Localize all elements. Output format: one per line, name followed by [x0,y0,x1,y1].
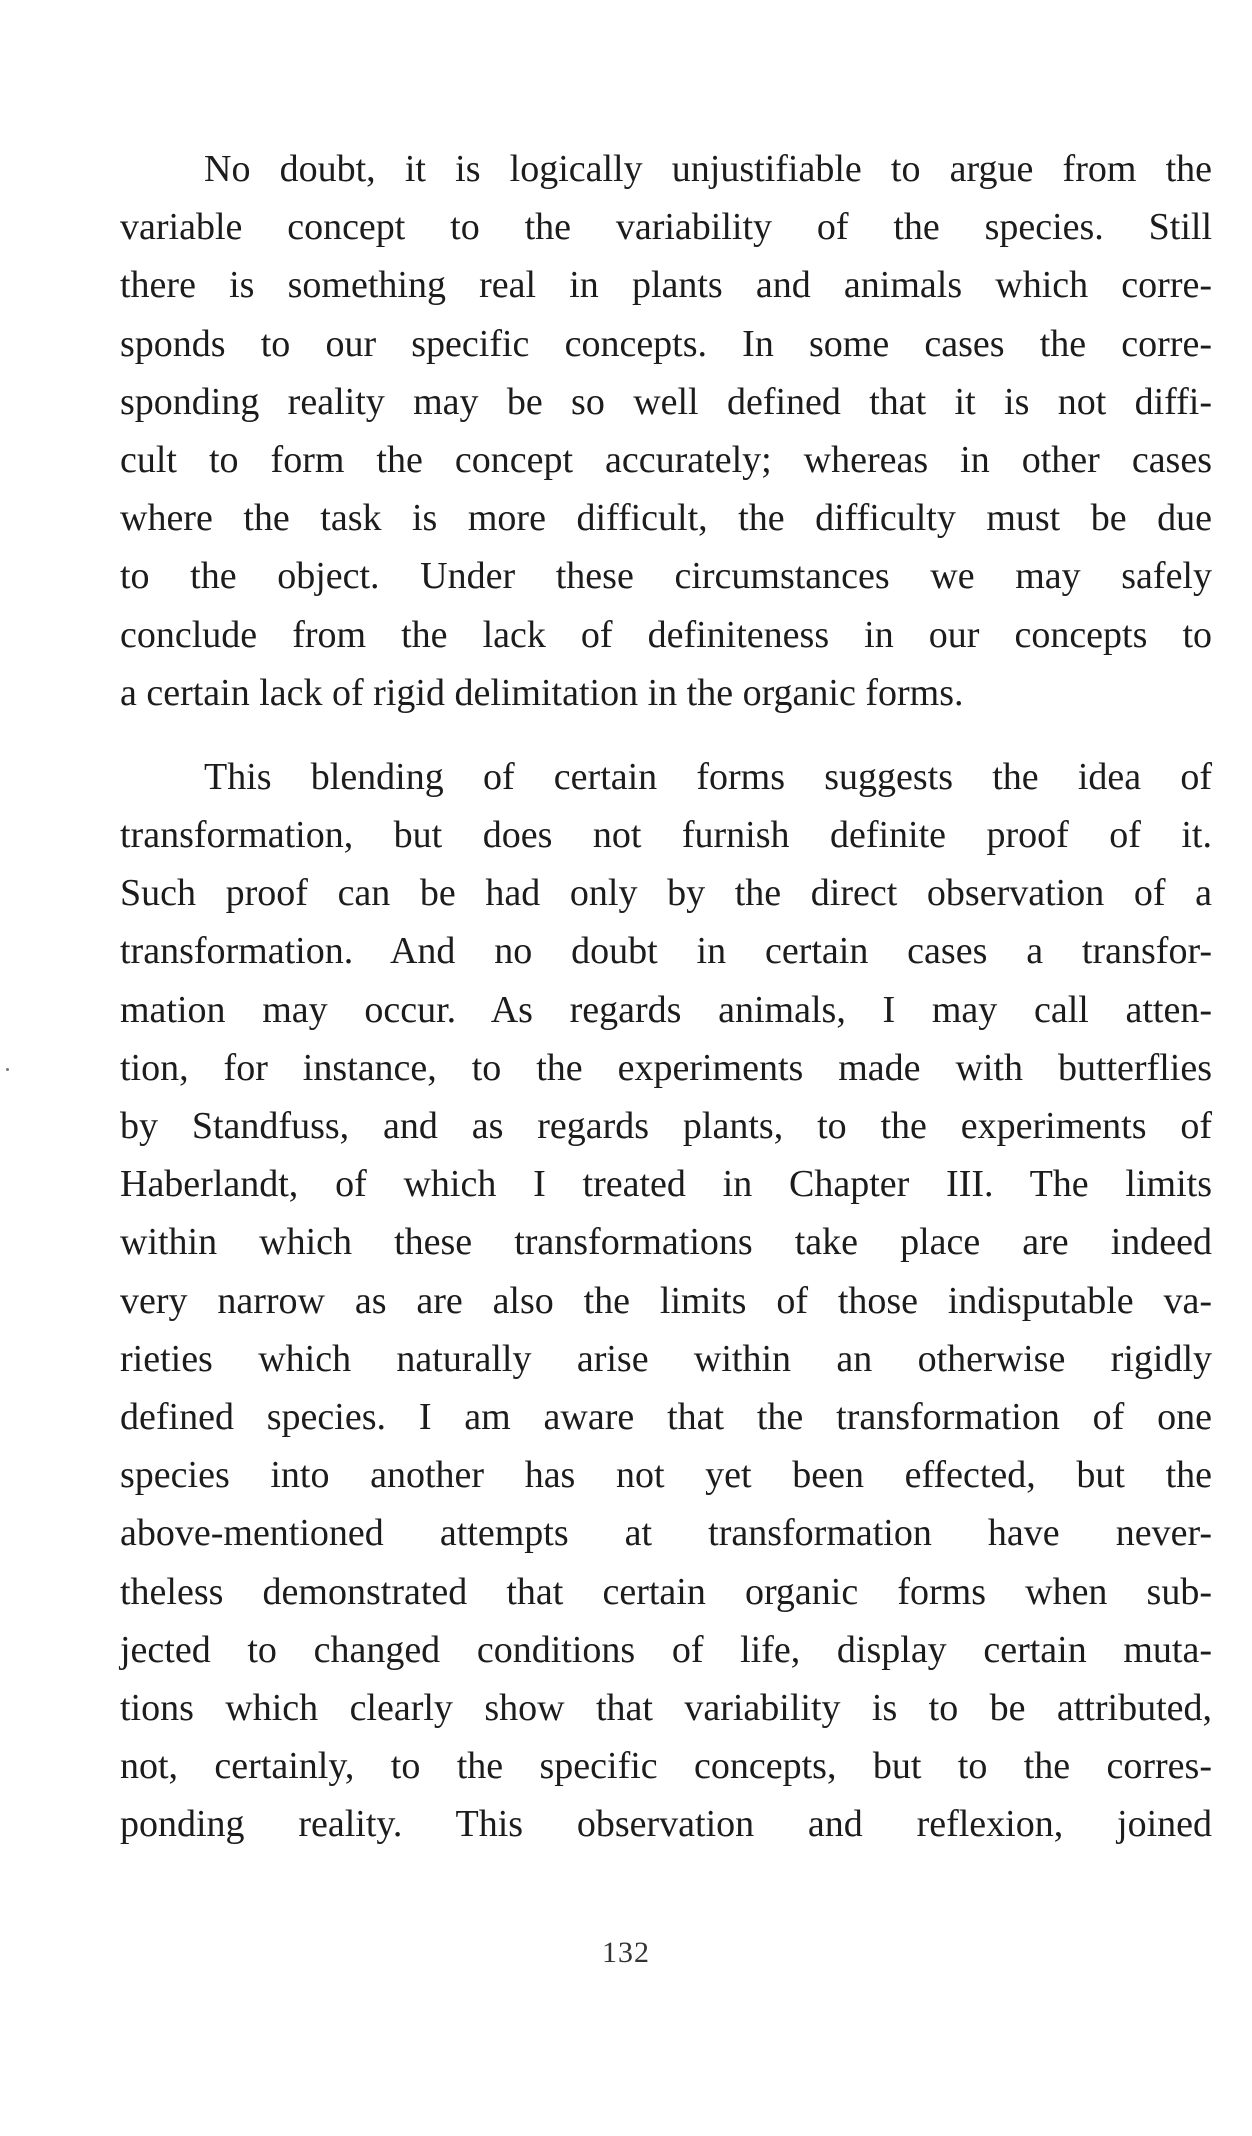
text-line: tion, for instance, to the experiments made with butterflies [120,1046,1212,1089]
text-line: Haberlandt, of which I treated in Chapter III. The limits [120,1163,1212,1206]
text-line: Such proof can be had only by the direct observation of a [120,872,1212,915]
text-line: very narrow as are also the limits of those indisputable va- [120,1279,1212,1322]
body-text [120,140,1212,1853]
text-line: sponding reality may be so well defined that it is not diffi- [120,380,1212,423]
text-line: rieties which naturally arise within an otherwise rigidly [120,1337,1212,1380]
text-line: species into another has not yet been effected, but the [120,1454,1212,1497]
text-line: within which these transformations take place are indeed [120,1221,1212,1264]
margin-speck [6,1068,9,1071]
text-line: to the object. Under these circumstances we may safely [120,555,1212,598]
paragraph-2 [120,748,1212,1854]
text-line: theless demonstrated that certain organic forms when sub- [120,1570,1212,1613]
text-line: conclude from the lack of definiteness in our concepts to [120,613,1212,656]
text-line: ponding reality. This observation and reflexion, joined [120,1803,1212,1846]
text-line: No doubt, it is logically unjustifiable to argue from the [204,148,1212,190]
paragraph-gap [120,722,1212,748]
text-line: there is something real in plants and animals which corre- [120,264,1212,307]
text-line: where the task is more difficult, the difficulty must be due [120,497,1212,540]
paragraph-1 [120,140,1212,722]
text-line: This blending of certain forms suggests the idea of [204,755,1212,798]
text-line: sponds to our specific concepts. In some cases the corre- [120,322,1212,365]
text-line: jected to changed conditions of life, display certain muta- [120,1628,1212,1671]
text-line: variable concept to the variability of the species. Still [120,206,1212,249]
text-line: transformation. And no doubt in certain cases a transfor- [120,930,1212,973]
text-line: cult to form the concept accurately; whereas in other cases [120,438,1212,481]
text-line: tions which clearly show that variability is to be attributed, [120,1686,1212,1729]
text-line: a certain lack of rigid delimitation in the organic forms. [120,671,964,714]
text-line: mation may occur. As regards animals, I may call atten- [120,988,1212,1031]
page-number: 132 [602,1936,650,1969]
text-line: not, certainly, to the specific concepts, but to the corres- [120,1745,1212,1788]
text-line: defined species. I am aware that the transformation of one [120,1395,1212,1438]
text-line: transformation, but does not furnish definite proof of it. [120,814,1212,857]
text-line: above-mentioned attempts at transformation have never- [120,1512,1212,1555]
text-line: by Standfuss, and as regards plants, to the experiments of [120,1105,1212,1147]
